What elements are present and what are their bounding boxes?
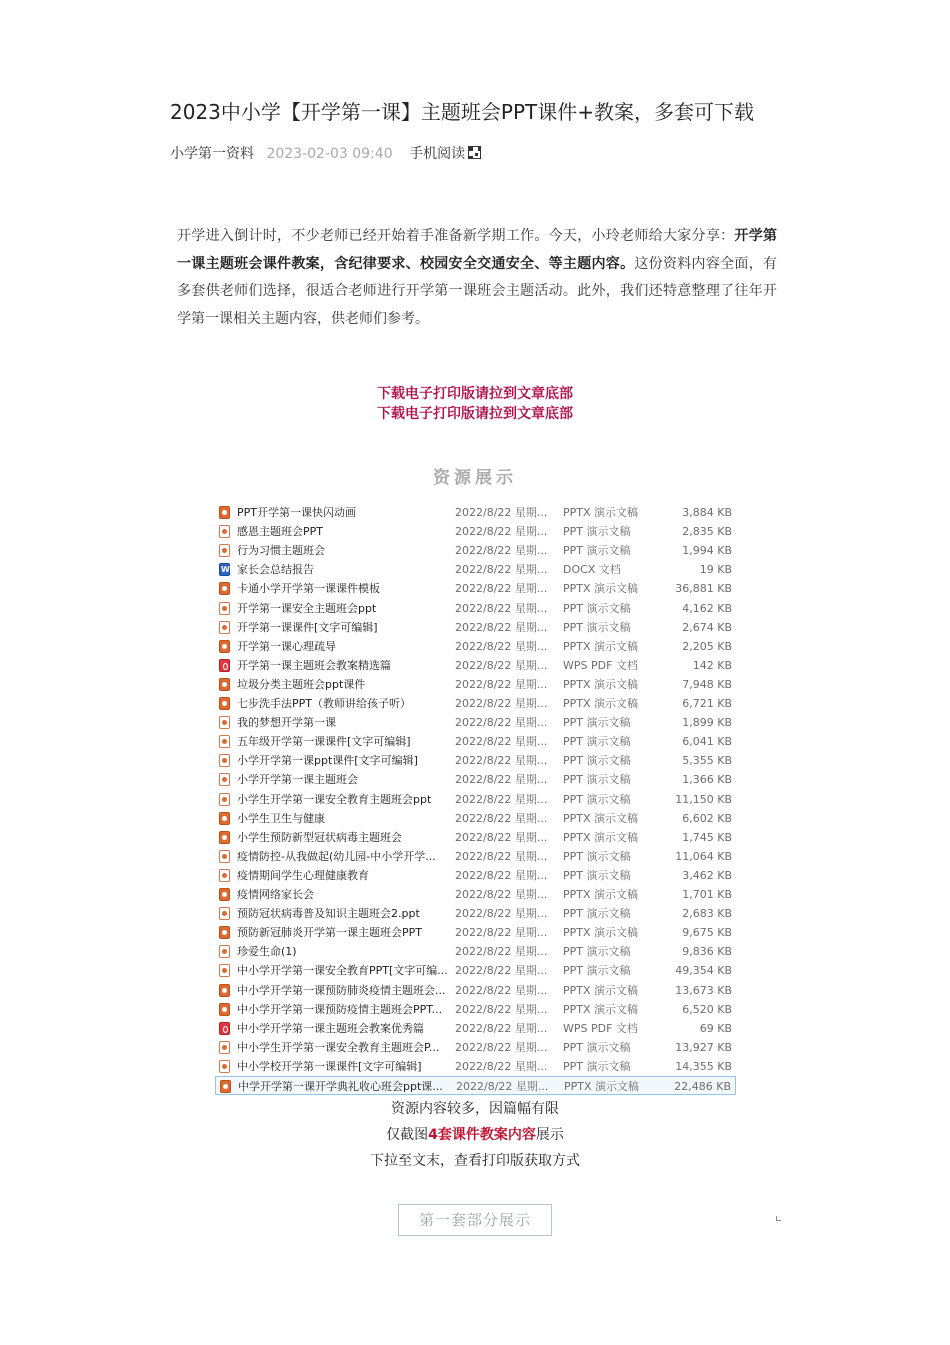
file-date: 2022/8/22 星期... xyxy=(455,1040,548,1054)
powerpoint-file-icon xyxy=(219,582,230,595)
word-doc-icon xyxy=(219,563,230,576)
file-type: PPT 演示文稿 xyxy=(563,907,631,921)
file-type: PPTX 演示文稿 xyxy=(563,677,639,691)
file-name: 预防新冠肺炎开学第一课主题班会PPT xyxy=(237,926,422,940)
file-row xyxy=(215,961,736,980)
file-list-screenshot xyxy=(215,503,736,1093)
article-meta xyxy=(170,143,481,165)
powerpoint-file-icon xyxy=(219,754,230,767)
file-row xyxy=(215,828,736,847)
file-type: PPT 演示文稿 xyxy=(563,964,631,978)
file-type: PPT 演示文稿 xyxy=(563,1059,631,1073)
file-row xyxy=(215,579,736,598)
file-name: 小学开学第一课主题班会 xyxy=(237,773,358,787)
file-size: 11,150 KB xyxy=(675,792,732,806)
file-row xyxy=(215,790,736,809)
file-date: 2022/8/22 星期... xyxy=(455,811,548,825)
file-name: 小学生预防新型冠状病毒主题班会 xyxy=(237,830,402,844)
file-size: 6,602 KB xyxy=(682,811,732,825)
article-title: 2023中小学【开学第一课】主题班会PPT课件+教案，多套可下载 xyxy=(170,100,754,124)
powerpoint-file-icon xyxy=(219,850,230,863)
file-type: PPT 演示文稿 xyxy=(563,601,631,615)
file-date: 2022/8/22 星期... xyxy=(455,849,548,863)
file-name: 开学第一课主题班会教案精选篇 xyxy=(237,658,391,672)
file-size: 36,881 KB xyxy=(675,582,732,596)
file-date: 2022/8/22 星期... xyxy=(455,544,548,558)
file-name: 开学第一课安全主题班会ppt xyxy=(237,601,377,615)
powerpoint-file-icon xyxy=(220,1080,231,1093)
file-row xyxy=(215,1038,736,1057)
file-size: 1,994 KB xyxy=(682,544,732,558)
file-date: 2022/8/22 星期... xyxy=(455,830,548,844)
file-type: PPT 演示文稿 xyxy=(563,1040,631,1054)
file-date: 2022/8/22 星期... xyxy=(455,983,548,997)
file-type: PPTX 演示文稿 xyxy=(563,1002,639,1016)
powerpoint-file-icon xyxy=(219,869,230,882)
file-row xyxy=(215,942,736,961)
file-date: 2022/8/22 星期... xyxy=(455,525,548,539)
file-type: WPS PDF 文档 xyxy=(563,658,638,672)
caption-line-2-pre: 仅截图 xyxy=(386,1127,429,1143)
file-name: 卡通小学开学第一课课件模板 xyxy=(237,582,380,596)
file-name: 小学开学第一课ppt课件[文字可编辑] xyxy=(237,754,418,768)
caption-line-2-post: 展示 xyxy=(535,1127,564,1143)
file-date: 2022/8/22 星期... xyxy=(455,639,548,653)
file-row xyxy=(215,885,736,904)
file-size: 69 KB xyxy=(699,1021,732,1035)
file-date: 2022/8/22 星期... xyxy=(455,658,548,672)
file-type: PPT 演示文稿 xyxy=(563,735,631,749)
file-name: 行为习惯主题班会 xyxy=(237,544,325,558)
powerpoint-file-icon xyxy=(219,907,230,920)
file-row xyxy=(215,770,736,789)
file-row xyxy=(215,541,736,560)
file-date: 2022/8/22 星期... xyxy=(455,601,548,615)
publish-date: 2023-02-03 09:40 xyxy=(266,146,393,162)
file-date: 2022/8/22 星期... xyxy=(455,735,548,749)
file-row xyxy=(215,732,736,751)
powerpoint-file-icon xyxy=(219,793,230,806)
file-size: 142 KB xyxy=(692,658,732,672)
file-row xyxy=(215,809,736,828)
file-type: PPT 演示文稿 xyxy=(563,868,631,882)
powerpoint-file-icon xyxy=(219,945,230,958)
file-row xyxy=(215,866,736,885)
file-date: 2022/8/22 星期... xyxy=(455,926,548,940)
file-size: 9,836 KB xyxy=(682,945,732,959)
caption-line-2 xyxy=(0,1124,950,1146)
file-size: 13,927 KB xyxy=(675,1040,732,1054)
powerpoint-file-icon xyxy=(219,984,230,997)
file-size: 6,721 KB xyxy=(682,697,732,710)
file-name: 中小学开学第一课主题班会教案优秀篇 xyxy=(237,1021,424,1035)
file-name: 我的梦想开学第一课 xyxy=(237,716,336,730)
file-date: 2022/8/22 星期... xyxy=(455,773,548,787)
file-date: 2022/8/22 星期... xyxy=(455,888,548,901)
file-type: DOCX 文档 xyxy=(563,563,621,577)
file-date: 2022/8/22 星期... xyxy=(455,945,548,959)
file-type: WPS PDF 文档 xyxy=(563,1021,638,1035)
file-date: 2022/8/22 星期... xyxy=(455,716,548,730)
powerpoint-file-icon xyxy=(219,1003,230,1016)
powerpoint-file-icon xyxy=(219,640,230,653)
file-row xyxy=(215,1000,736,1019)
file-size: 2,835 KB xyxy=(682,525,732,539)
file-name: 小学生开学第一课安全教育主题班会ppt xyxy=(237,792,432,806)
file-type: PPT 演示文稿 xyxy=(563,716,631,730)
file-date: 2022/8/22 星期... xyxy=(455,620,548,634)
file-date: 2022/8/22 星期... xyxy=(455,697,548,710)
file-date: 2022/8/22 星期... xyxy=(455,792,548,806)
file-date: 2022/8/22 星期... xyxy=(455,1059,548,1073)
file-size: 1,745 KB xyxy=(682,830,732,844)
file-type: PPT 演示文稿 xyxy=(563,945,631,959)
file-row xyxy=(215,675,736,694)
file-row xyxy=(215,923,736,942)
file-date: 2022/8/22 星期... xyxy=(455,1002,548,1016)
mobile-read-label: 手机阅读 xyxy=(409,146,466,162)
file-size: 7,948 KB xyxy=(682,677,732,691)
author-link[interactable]: 小学第一资料 xyxy=(170,146,254,162)
file-size: 1,899 KB xyxy=(682,716,732,730)
file-row xyxy=(215,1019,736,1038)
powerpoint-file-icon xyxy=(219,831,230,844)
file-type: PPTX 演示文稿 xyxy=(563,697,639,710)
powerpoint-file-icon xyxy=(219,1060,230,1073)
file-name: 疫情防控-从我做起(幼儿园-中小学开学... xyxy=(237,849,436,863)
intro-text-1: 开学进入倒计时，不少老师已经开始着手准备新学期工作。今天，小玲老师给大家分享： xyxy=(177,228,735,244)
powerpoint-file-icon xyxy=(219,621,230,634)
file-row xyxy=(215,1057,736,1076)
file-type: PPT 演示文稿 xyxy=(563,792,631,806)
file-name: 中小学开学第一课安全教育PPT[文字可编... xyxy=(237,964,448,978)
caption-line-1: 资源内容较多，因篇幅有限 xyxy=(391,1101,559,1117)
file-type: PPT 演示文稿 xyxy=(563,754,631,768)
qr-code-icon[interactable] xyxy=(468,146,481,159)
file-type: PPT 演示文稿 xyxy=(563,544,631,558)
file-type: PPT 演示文稿 xyxy=(563,849,631,863)
intro-paragraph xyxy=(177,223,777,333)
file-type: PPT 演示文稿 xyxy=(563,773,631,787)
file-size: 2,683 KB xyxy=(682,907,732,921)
file-name: 五年级开学第一课课件[文字可编辑] xyxy=(237,735,411,749)
file-size: 14,355 KB xyxy=(675,1059,732,1073)
file-date: 2022/8/22 星期... xyxy=(455,582,548,596)
file-row xyxy=(215,694,736,713)
pdf-file-icon xyxy=(219,1022,230,1035)
powerpoint-file-icon xyxy=(219,1041,230,1054)
file-name: 中小学校开学第一课课件[文字可编辑] xyxy=(237,1059,422,1073)
file-name: 小学生卫生与健康 xyxy=(237,811,325,825)
file-date: 2022/8/22 星期... xyxy=(455,754,548,768)
file-row xyxy=(215,522,736,541)
file-name: 珍爱生命(1) xyxy=(237,945,297,959)
file-name: 疫情网络家长会 xyxy=(237,888,314,901)
file-type: PPTX 演示文稿 xyxy=(564,1080,640,1093)
file-name: 中学开学第一课开学典礼收心班会ppt课... xyxy=(238,1080,443,1093)
file-name: 预防冠状病毒普及知识主题班会2.ppt xyxy=(237,907,420,921)
powerpoint-file-icon xyxy=(219,697,230,710)
file-size: 3,884 KB xyxy=(682,506,732,519)
intro-bold-text: 开学第一课主题班会课件教案，含纪律要求、校园安全交通安全、等主题内容。 xyxy=(177,228,778,272)
file-name: 开学第一课课件[文字可编辑] xyxy=(237,620,378,634)
file-name: 感恩主题班会PPT xyxy=(237,525,323,539)
file-size: 11,064 KB xyxy=(675,849,732,863)
mobile-read-link[interactable] xyxy=(409,146,481,162)
file-size: 9,675 KB xyxy=(682,926,732,940)
pdf-file-icon xyxy=(219,659,230,672)
file-name: 垃圾分类主题班会ppt课件 xyxy=(237,677,366,691)
file-name: 开学第一课心理疏导 xyxy=(237,639,336,653)
file-row xyxy=(215,503,736,522)
file-type: PPTX 演示文稿 xyxy=(563,830,639,844)
powerpoint-file-icon xyxy=(219,735,230,748)
file-size: 2,205 KB xyxy=(682,639,732,653)
file-row xyxy=(215,560,736,579)
file-row xyxy=(215,904,736,923)
file-type: PPTX 演示文稿 xyxy=(563,926,639,940)
download-notice-2: 下载电子打印版请拉到文章底部 xyxy=(377,406,573,422)
file-row xyxy=(215,981,736,1000)
powerpoint-file-icon xyxy=(219,525,230,538)
file-name: 家长会总结报告 xyxy=(237,563,314,577)
file-size: 6,520 KB xyxy=(682,1002,732,1016)
download-notice-1: 下载电子打印版请拉到文章底部 xyxy=(377,386,573,402)
file-row xyxy=(215,847,736,866)
file-row xyxy=(215,656,736,675)
file-type: PPTX 演示文稿 xyxy=(563,888,639,901)
file-row xyxy=(215,637,736,656)
file-size: 22,486 KB xyxy=(674,1080,731,1093)
file-type: PPTX 演示文稿 xyxy=(563,983,639,997)
file-date: 2022/8/22 星期... xyxy=(455,506,548,519)
powerpoint-file-icon xyxy=(219,716,230,729)
file-size: 13,673 KB xyxy=(675,983,732,997)
file-type: PPT 演示文稿 xyxy=(563,620,631,634)
file-size: 1,701 KB xyxy=(682,888,732,901)
powerpoint-file-icon xyxy=(219,812,230,825)
file-date: 2022/8/22 星期... xyxy=(455,677,548,691)
powerpoint-file-icon xyxy=(219,926,230,939)
file-size: 5,355 KB xyxy=(682,754,732,768)
file-size: 6,041 KB xyxy=(682,735,732,749)
file-size: 1,366 KB xyxy=(682,773,732,787)
file-size: 49,354 KB xyxy=(675,964,732,978)
file-name: 疫情期间学生心理健康教育 xyxy=(237,868,369,882)
file-row xyxy=(215,751,736,770)
resource-title: 资源展示 xyxy=(433,468,517,488)
file-row xyxy=(215,599,736,618)
file-row xyxy=(215,713,736,732)
powerpoint-file-icon xyxy=(219,964,230,977)
file-name: 中小学生开学第一课安全教育主题班会P... xyxy=(237,1040,440,1054)
file-type: PPTX 演示文稿 xyxy=(563,582,639,596)
file-name: 中小学开学第一课预防疫情主题班会PPT... xyxy=(237,1002,443,1016)
file-type: PPT 演示文稿 xyxy=(563,525,631,539)
file-name: 七步洗手法PPT（教师讲给孩子听） xyxy=(237,697,411,710)
part-one-button[interactable]: 第一套部分展示 xyxy=(398,1204,552,1236)
file-size: 3,462 KB xyxy=(682,868,732,882)
file-date: 2022/8/22 星期... xyxy=(455,1021,548,1035)
file-date: 2022/8/22 星期... xyxy=(456,1080,549,1093)
file-size: 19 KB xyxy=(699,563,732,577)
file-date: 2022/8/22 星期... xyxy=(455,868,548,882)
file-date: 2022/8/22 星期... xyxy=(455,907,548,921)
powerpoint-file-icon xyxy=(219,773,230,786)
file-name: PPT开学第一课快闪动画 xyxy=(237,506,356,519)
powerpoint-file-icon xyxy=(219,544,230,557)
file-date: 2022/8/22 星期... xyxy=(455,563,548,577)
caption-line-3: 下拉至文末，查看打印版获取方式 xyxy=(370,1153,580,1169)
file-date: 2022/8/22 星期... xyxy=(455,964,548,978)
file-size: 4,162 KB xyxy=(682,601,732,615)
file-type: PPTX 演示文稿 xyxy=(563,811,639,825)
powerpoint-file-icon xyxy=(219,506,230,519)
caption-highlight: 4套课件教案内容 xyxy=(428,1127,536,1143)
file-size: 2,674 KB xyxy=(682,620,732,634)
powerpoint-file-icon xyxy=(219,888,230,901)
corner-mark-icon xyxy=(776,1216,781,1221)
file-type: PPTX 演示文稿 xyxy=(563,506,639,519)
powerpoint-file-icon xyxy=(219,602,230,615)
file-type: PPTX 演示文稿 xyxy=(563,639,639,653)
file-row xyxy=(215,1076,736,1095)
file-row xyxy=(215,618,736,637)
file-name: 中小学开学第一课预防肺炎疫情主题班会... xyxy=(237,983,446,997)
powerpoint-file-icon xyxy=(219,678,230,691)
intro-text-2: 这份资料内容全面，有多套供老师们选择，很适合老师进行开学第一课班会主题活动。此外，我们还特意整理了往年开学第一课相关主题内容，供老师们参考。 xyxy=(177,255,778,327)
